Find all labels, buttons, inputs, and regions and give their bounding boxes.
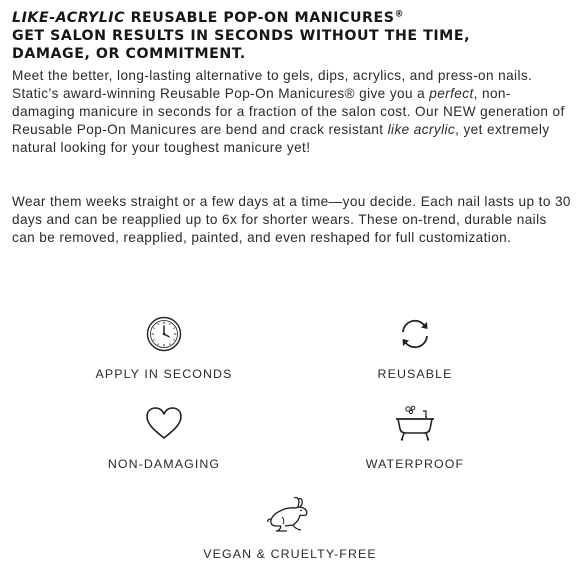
- rabbit-icon: [265, 495, 315, 535]
- paragraph-1-text-c: , yet extremely natural looking for your toughest manicure yet!: [12, 122, 550, 155]
- feature-label-vegan: VEGAN & CRUELTY-FREE: [203, 547, 377, 561]
- feature-reusable: [335, 315, 495, 381]
- product-heading: [12, 9, 572, 63]
- feature-vegan-cruelty-free: [180, 495, 400, 561]
- feature-apply-in-seconds: [84, 315, 244, 381]
- feature-label-waterproof: WATERPROOF: [365, 457, 465, 471]
- paragraph-1-text-a: Meet the better, long-lasting alternative to gels, dips, acrylics, and press-on nails. Static’s award-winning Reusable Pop-On Manicures® give you a: [12, 68, 533, 101]
- clock-icon: [145, 315, 183, 353]
- paragraph-1-emphasis-b: like acrylic: [387, 122, 456, 137]
- cycle-arrows-icon: [396, 315, 434, 353]
- bathtub-icon: [392, 405, 438, 443]
- feature-non-damaging: [84, 405, 244, 471]
- heading-italic-text: LIKE-ACRYLIC: [12, 10, 126, 26]
- registered-mark: ®: [394, 9, 405, 20]
- heading-line-2: GET SALON RESULTS IN SECONDS WITHOUT THE TIME,: [12, 28, 471, 44]
- description-paragraph-1: [12, 67, 572, 157]
- heading-line-1: [12, 9, 572, 27]
- heading-title-text: REUSABLE POP-ON MANICURES: [125, 10, 395, 26]
- paragraph-1-text-b: , non-damaging manicure in seconds for a fraction of the salon cost. Our NEW generation of Reusable Pop-On Manicures are bend and crack resistant: [12, 86, 565, 137]
- heart-icon: [144, 405, 184, 443]
- feature-label-non-damaging: NON-DAMAGING: [107, 457, 221, 471]
- feature-waterproof: [335, 405, 495, 471]
- paragraph-1-emphasis-a: perfect: [429, 86, 474, 101]
- heading-line-3: DAMAGE, OR COMMITMENT.: [12, 46, 246, 62]
- feature-label-apply: APPLY IN SECONDS: [95, 367, 233, 381]
- feature-label-reusable: REUSABLE: [377, 367, 453, 381]
- description-paragraph-2: Wear them weeks straight or a few days at a time—you decide. Each nail lasts up to 30 days and can be reapplied up to 6x for shorter wears. These on-trend, durable nails can be removed, reapplied, painted, and even reshaped for full customization.: [12, 194, 571, 245]
